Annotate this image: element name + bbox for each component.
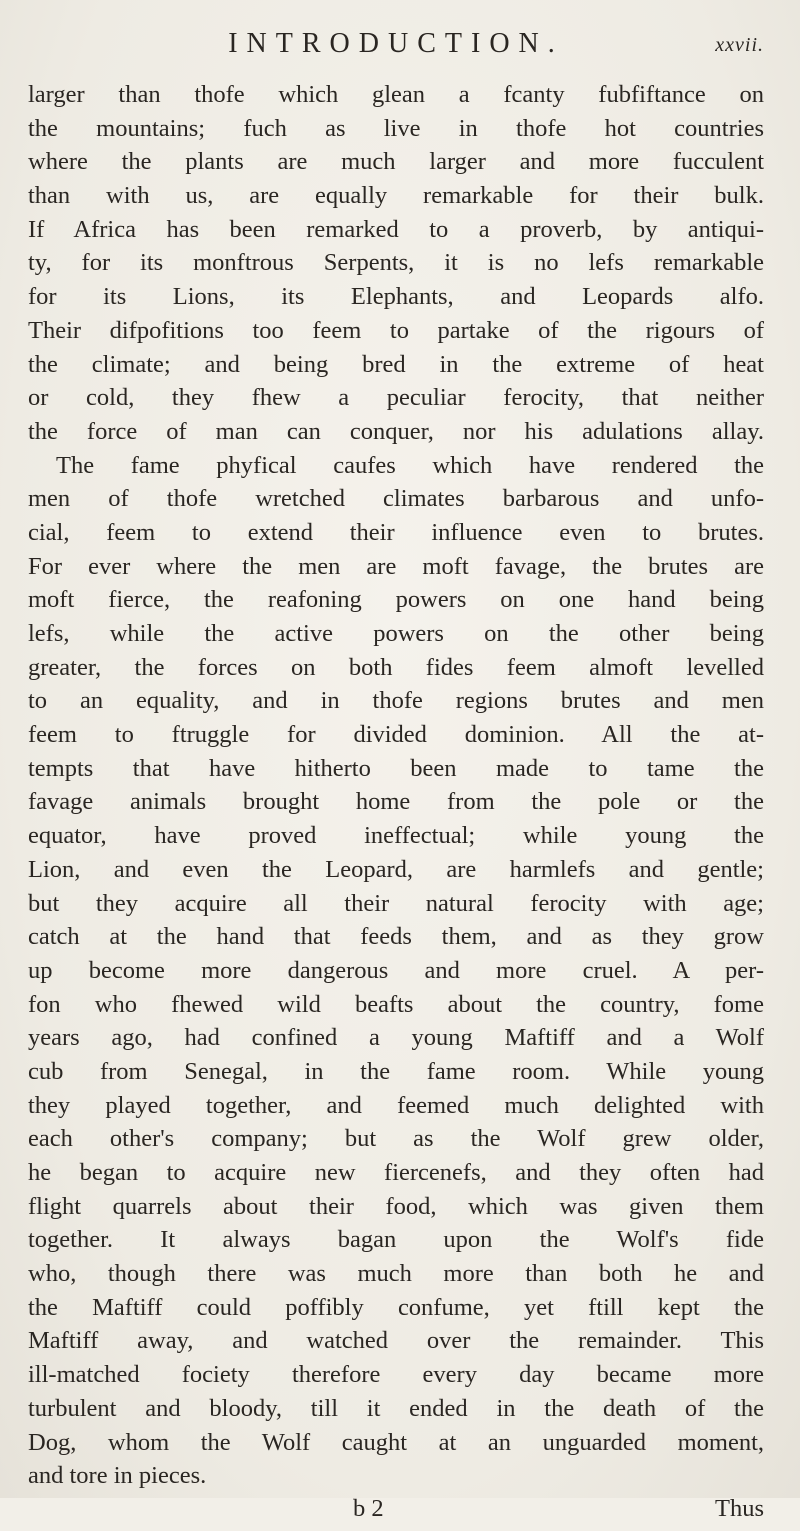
text-line: ill-matched fociety therefore every day became more [28,1361,764,1389]
text-line: Lion, and even the Leopard, are harmlefs and gentle; [28,855,764,883]
text-line: but they acquire all their natural ferocity with age; [28,889,764,917]
text-line: years ago, had confined a young Maftiff and a Wolf [28,1024,764,1052]
text-line: equator, have proved ineffectual; while young the [28,822,764,850]
text-line: Dog, whom the Wolf caught at an unguarded moment, [28,1428,764,1456]
text-line: moft fierce, the reafoning powers on one hand being [28,586,764,614]
text-line: ty, for its monftrous Serpents, it is no lefs remarkable [28,249,764,277]
text-line: the climate; and being bred in the extreme of heat [28,350,764,378]
text-line: and tore in pieces. [28,1462,207,1490]
text-line: turbulent and bloody, till it ended in the death of the [28,1394,764,1422]
text-line: The fame phyfical caufes which have rendered the [56,451,764,479]
text-line: tempts that have hitherto been made to tame the [28,754,764,782]
text-line: flight quarrels about their food, which was given them [28,1192,764,1220]
text-line: larger than thofe which glean a fcanty fubfiftance on [28,81,764,108]
text-line: the Maftiff could poffibly confume, yet ftill kept the [28,1293,764,1321]
text-line: Their difpofitions too feem to partake of the rigours of [28,316,764,344]
text-line: Maftiff away, and watched over the remainder. This [28,1327,764,1355]
text-line: feem to ftruggle for divided dominion. All the at- [28,721,764,749]
text-line: each other's company; but as the Wolf grew older, [28,1125,764,1153]
page-number: xxvii. [715,34,764,56]
page-header [28,28,764,68]
text-line: where the plants are much larger and more fucculent [28,148,764,176]
text-line: up become more dangerous and more cruel. A per- [28,956,764,984]
text-line: cub from Senegal, in the fame room. While young [28,1057,764,1085]
text-line: men of thofe wretched climates barbarous and unfo- [28,485,764,513]
text-line: the force of man can conquer, nor his adulations allay. [28,417,764,445]
text-line: the mountains; fuch as live in thofe hot countries [28,114,764,142]
text-line: than with us, are equally remarkable for their bulk. [28,182,764,210]
catchword: Thus [715,1494,764,1522]
text-line: to an equality, and in thofe regions brutes and men [28,687,764,715]
page-footer [28,1495,764,1531]
text-line: they played together, and feemed much delighted with [28,1091,764,1119]
signature-mark: b 2 [353,1494,384,1522]
text-line: If Africa has been remarked to a proverb, by antiqui- [28,215,764,243]
text-line: fon who fhewed wild beafts about the country, fome [28,990,764,1018]
text-line: for its Lions, its Elephants, and Leopards alfo. [28,283,764,311]
body-text [28,78,764,1493]
text-line: lefs, while the active powers on the other being [28,620,764,647]
text-line: For ever where the men are moft favage, the brutes are [28,552,764,580]
text-line: or cold, they fhew a peculiar ferocity, that neither [28,384,764,412]
text-line: who, though there was much more than both he and [28,1260,764,1288]
running-head: INTRODUCTION. [228,28,564,59]
text-line: he began to acquire new fiercenefs, and they often had [28,1159,764,1186]
text-line: greater, the forces on both fides feem almoft levelled [28,653,764,681]
text-line: catch at the hand that feeds them, and as they grow [28,923,764,951]
text-line: together. It always bagan upon the Wolf's fide [28,1226,764,1254]
text-line: cial, feem to extend their influence even to brutes. [28,518,764,546]
text-line: favage animals brought home from the pole or the [28,788,764,816]
